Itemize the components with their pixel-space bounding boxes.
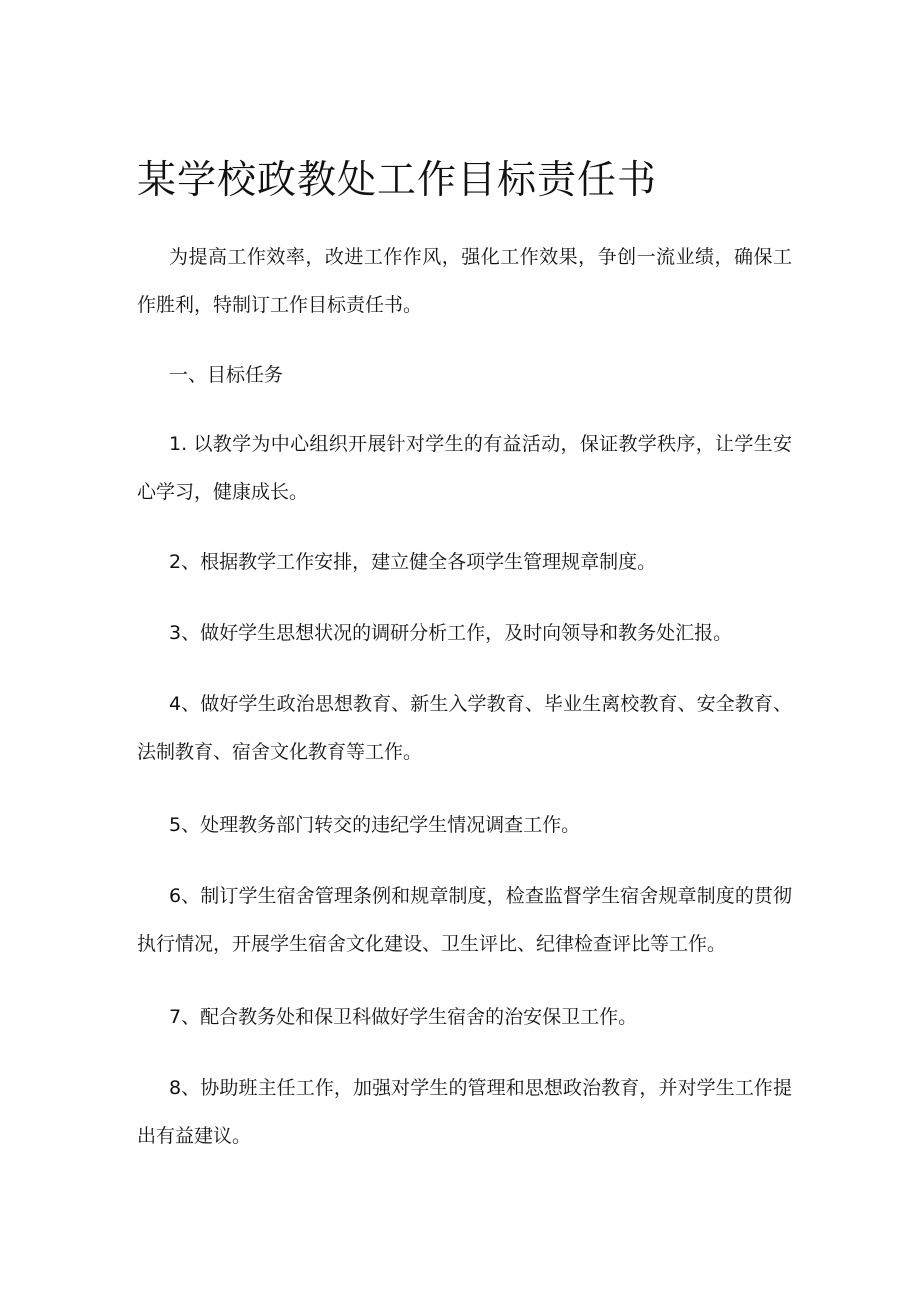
intro-paragraph: 为提高工作效率，改进工作作风，强化工作效果，争创一流业绩，确保工作胜利，特制订工作目标责任书。 [137,246,792,316]
goal-item-6: 6、制订学生宿舍管理条例和规章制度，检查监督学生宿舍规章制度的贯彻执行情况，开展学生宿舍文化建设、卫生评比、纪律检查评比等工作。 [137,885,792,955]
section-heading-goals: 一、目标任务 [169,364,284,386]
goal-item-8: 8、协助班主任工作，加强对学生的管理和思想政治教育，并对学生工作提出有益建议。 [137,1077,792,1147]
goal-item-3: 3、做好学生思想状况的调研分析工作，及时向领导和教务处汇报。 [169,622,733,644]
goal-item-2: 2、根据教学工作安排，建立健全各项学生管理规章制度。 [169,551,657,573]
goal-item-5: 5、处理教务部门转交的违纪学生情况调查工作。 [169,814,581,836]
goal-item-7: 7、配合教务处和保卫科做好学生宿舍的治安保卫工作。 [169,1006,638,1028]
goal-item-1: 1. 以教学为中心组织开展针对学生的有益活动，保证教学秩序，让学生安心学习，健康成长。 [137,433,792,503]
goal-item-4: 4、做好学生政治思想教育、新生入学教育、毕业生离校教育、安全教育、法制教育、宿舍文化教育等工作。 [137,693,792,763]
document-title: 某学校政教处工作目标责任书 [137,158,658,204]
